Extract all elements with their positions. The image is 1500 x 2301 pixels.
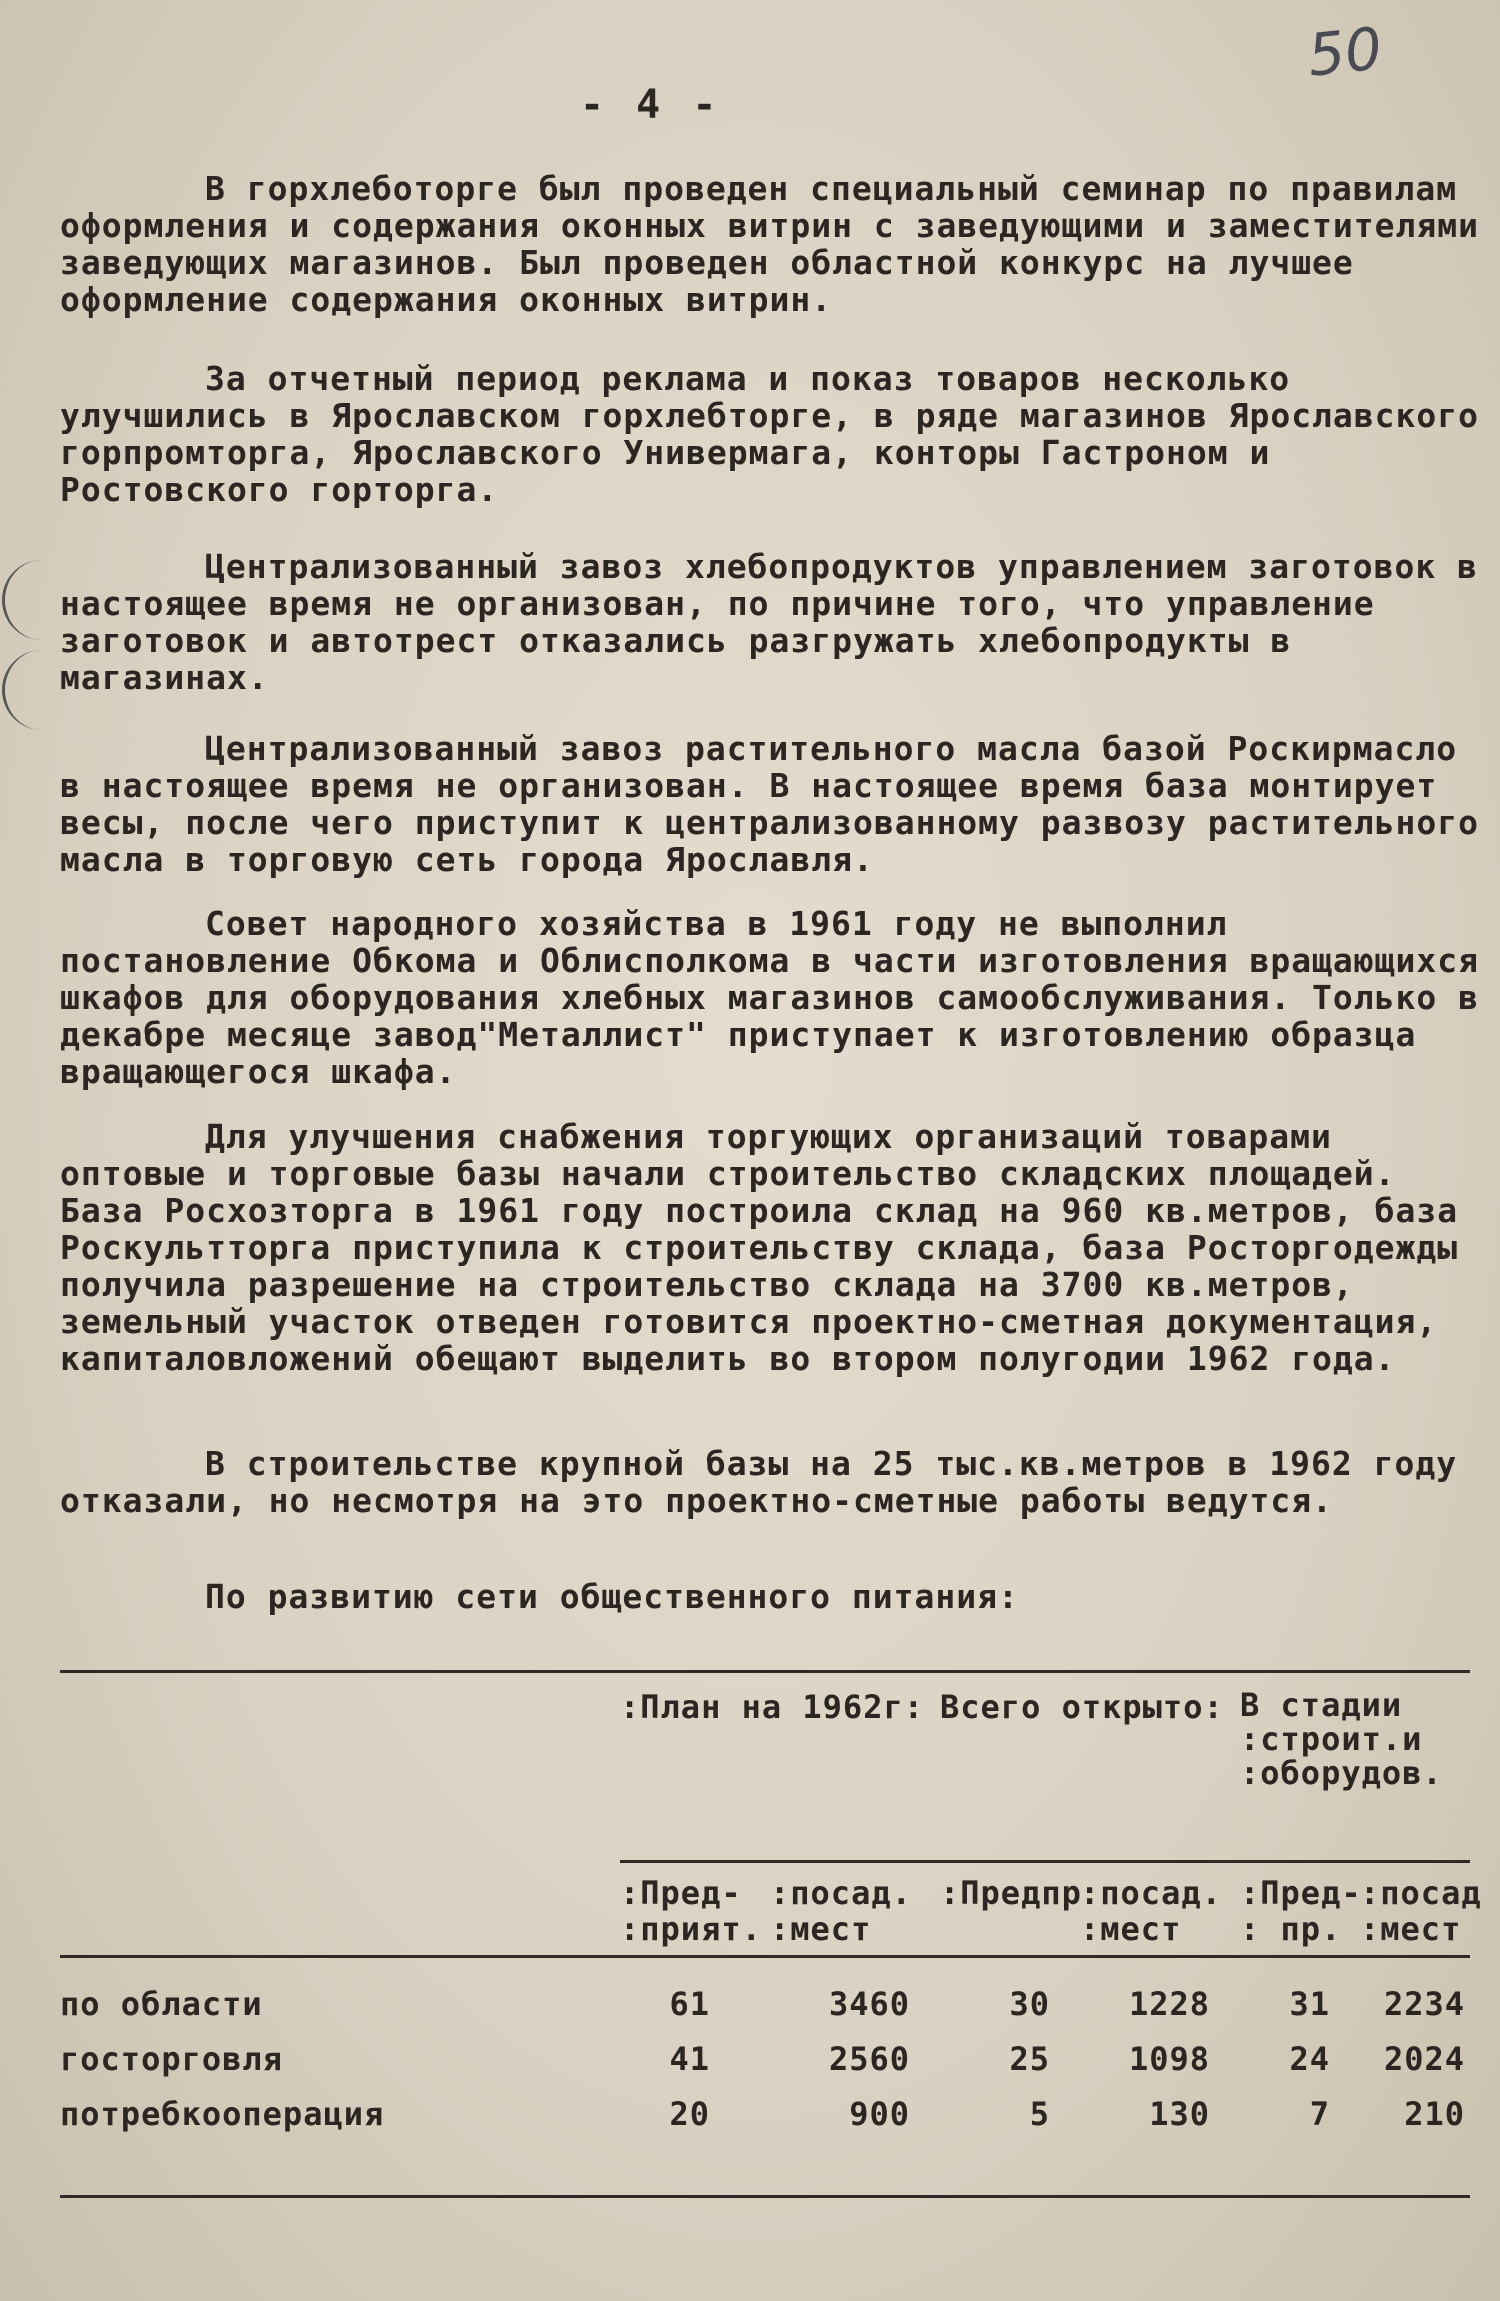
table-rule-mid xyxy=(620,1860,1470,1863)
page-number: - 4 - xyxy=(580,82,721,128)
table-rule-bottom xyxy=(60,2195,1470,2198)
paragraph: За отчетный период реклама и показ товаров несколько улучшились в Ярославском горхлебторге, в ряде магазинов Ярославского горпромторга, Ярославского Универмага, конторы Гастроном и Ростовского горторга. xyxy=(60,359,1480,509)
subheader-opened-seats: :посад. :мест xyxy=(1080,1874,1222,1948)
cell: 2560 xyxy=(828,2040,910,2078)
cell: 25 xyxy=(1009,2040,1050,2078)
header-plan: :План на 1962г: xyxy=(620,1688,924,1726)
archive-page-number: 50 xyxy=(1304,14,1386,90)
cell: 3460 xyxy=(828,1985,910,2023)
table-rule-header xyxy=(60,1955,1470,1958)
margin-mark xyxy=(2,650,45,730)
row-label: потребкооперация xyxy=(60,2095,385,2133)
cell: 1098 xyxy=(1128,2040,1210,2078)
cell: 1228 xyxy=(1128,1985,1210,2023)
row-label: госторговля xyxy=(60,2040,283,2078)
cell: 130 xyxy=(1149,2095,1210,2133)
subheader-progress-seats: :посад :мест xyxy=(1360,1874,1482,1948)
subheader-progress-enterprises: :Пред- : пр. xyxy=(1240,1874,1362,1948)
row-label: по области xyxy=(60,1985,263,2023)
paragraph: Для улучшения снабжения торгующих организаций товарами оптовые и торговые базы начали строительство складских площадей. База Росхозторга в 1961 году построила склад на 960 кв.метров, база Роскультторга приступила к строительству склада, база Росторгодежды получила разрешение на строительство склада на 3700 кв.метров, земельный участок отведен готовится проектно-сметная документация, капиталовложений обещают выделить во втором полугодии 1962 года. xyxy=(60,1117,1459,1378)
paragraph: В строительстве крупной базы на 25 тыс.кв.метров в 1962 году отказали, но несмотря на это проектно-сметные работы ведутся. xyxy=(60,1444,1458,1520)
cell: 7 xyxy=(1309,2095,1330,2133)
cell: 900 xyxy=(849,2095,910,2133)
paragraph: Совет народного хозяйства в 1961 году не выполнил постановление Обкома и Облисполкома в части изготовления вращающихся шкафов для оборудования хлебных магазинов самообслуживания. Только в декабре месяце завод"Металлист" приступает к изготовлению образца вращающегося шкафа. xyxy=(60,904,1480,1091)
subheader-plan-seats: :посад. :мест xyxy=(770,1874,912,1948)
cell: 20 xyxy=(669,2095,710,2133)
cell: 210 xyxy=(1404,2095,1465,2133)
cell: 5 xyxy=(1029,2095,1050,2133)
cell: 61 xyxy=(669,1985,710,2023)
paragraph: Централизованный завоз растительного масла базой Роскирмасло в настоящее время не организован. В настоящее время база монтирует весы, после чего приступит к централизованному развозу растительного масла в торговую сеть города Ярославля. xyxy=(60,729,1480,879)
header-in-progress: В стадии :строит.и :оборудов. xyxy=(1240,1686,1443,1792)
cell: 24 xyxy=(1289,2040,1330,2078)
header-opened: Всего открыто: xyxy=(940,1688,1224,1726)
paragraph: В горхлеботорге был проведен специальный семинар по правилам оформления и содержания оконных витрин с заведующими и заместителями заведующих магазинов. Был проведен областной конкурс на лучшее оформление содержания оконных витрин. xyxy=(60,169,1480,319)
cell: 41 xyxy=(669,2040,710,2078)
cell: 30 xyxy=(1009,1985,1050,2023)
subheader-plan-enterprises: :Пред- :прият. xyxy=(620,1874,762,1948)
cell: 31 xyxy=(1289,1985,1330,2023)
paragraph: Централизованный завоз хлебопродуктов управлением заготовок в настоящее время не организован, по причине того, что управление заготовок и автотрест отказались разгружать хлебопродукты в магазинах. xyxy=(60,547,1478,697)
subheader-opened-enterprises: :Предпр xyxy=(940,1874,1082,1912)
margin-mark xyxy=(2,560,45,640)
cell: 2024 xyxy=(1383,2040,1465,2078)
cell: 2234 xyxy=(1383,1985,1465,2023)
table-rule-top xyxy=(60,1670,1470,1673)
table-intro: По развитию сети общественного питания: xyxy=(205,1577,1019,1616)
